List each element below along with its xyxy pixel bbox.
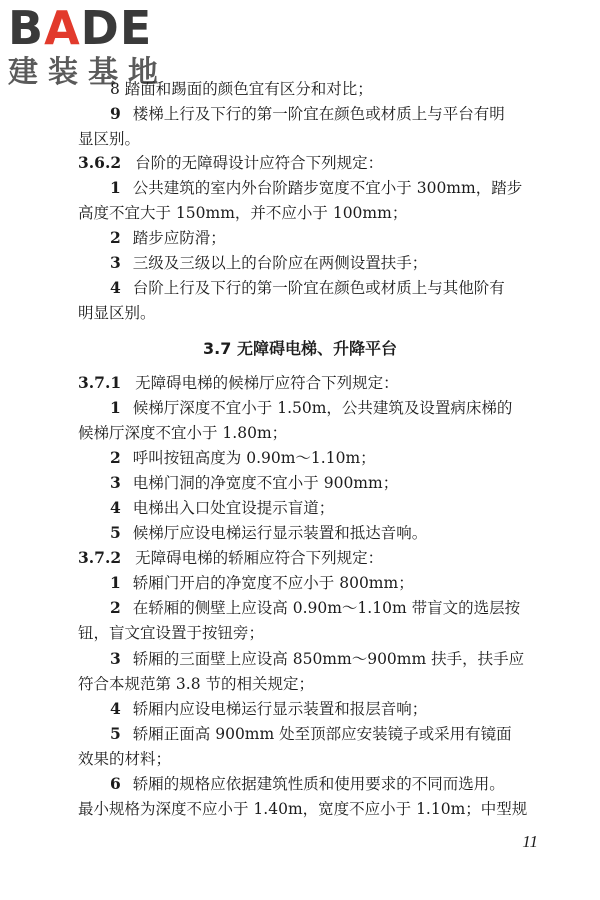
list-item-4: 4 轿厢内应设电梯运行显示装置和报层音响；	[110, 699, 428, 718]
list-item-9-cont: 显区别。	[78, 130, 141, 148]
list-item-1: 1 轿厢门开启的净宽度不应小于 800mm；	[110, 573, 414, 592]
list-item-6: 6 轿厢的规格应依据建筑性质和使用要求的不同而选用。	[110, 774, 505, 793]
page-number: 11	[522, 832, 538, 851]
list-item-1: 1 候梯厅深度不宜小于 1.50m，公共建筑及设置病床梯的	[110, 398, 513, 417]
logo-subtitle: 建装基地	[8, 55, 168, 90]
list-item-2-cont: 钮，盲文宜设置于按钮旁；	[78, 624, 265, 642]
list-item-9: 9 楼梯上行及下行的第一阶宜在颜色或材质上与平台有明	[110, 104, 505, 123]
clause-3-7-2: 3.7.2 无障碍电梯的轿厢应符合下列规定：	[78, 548, 384, 567]
list-item-2: 2 在轿厢的侧壁上应设高 0.90m～1.10m 带盲文的选层按	[110, 598, 521, 617]
list-item-2: 2 踏步应防滑；	[110, 228, 226, 247]
list-item-3: 3 三级及三级以上的台阶应在两侧设置扶手；	[110, 253, 428, 272]
logo-accent-letter: A	[44, 1, 81, 55]
list-item-8: 8 踏面和踢面的颜色宜有区分和对比；	[110, 80, 373, 98]
list-item-4: 4 电梯出入口处宜设提示盲道；	[110, 498, 335, 517]
list-item-5: 5 轿厢正面高 900mm 处至顶部应安装镜子或采用有镜面	[110, 724, 512, 743]
list-item-3-cont: 符合本规范第 3.8 节的相关规定；	[78, 675, 315, 693]
list-item-2: 2 呼叫按钮高度为 0.90m～1.10m；	[110, 448, 376, 467]
list-item-1-cont: 高度不宜大于 150mm，并不应小于 100mm；	[78, 204, 408, 222]
list-item-3: 3 电梯门洞的净宽度不宜小于 900mm；	[110, 473, 399, 492]
list-item-4: 4 台阶上行及下行的第一阶宜在颜色或材质上与其他阶有	[110, 278, 505, 297]
list-item-5: 5 候梯厅应设电梯运行显示装置和抵达音响。	[110, 523, 428, 542]
logo-wordmark: BADE	[8, 1, 153, 55]
list-item-5-cont: 效果的材料；	[78, 750, 172, 768]
list-item-4-cont: 明显区别。	[78, 304, 156, 322]
clause-3-7-1: 3.7.1 无障碍电梯的候梯厅应符合下列规定：	[78, 373, 399, 392]
list-item-1-cont: 候梯厅深度不宜小于 1.80m；	[78, 424, 288, 442]
list-item-1: 1 公共建筑的室内外台阶踏步宽度不宜小于 300mm，踏步	[110, 178, 523, 197]
clause-3-6-2: 3.6.2 台阶的无障碍设计应符合下列规定：	[78, 153, 384, 172]
list-item-6-cont: 最小规格为深度不应小于 1.40m，宽度不应小于 1.10m；中型规	[78, 800, 528, 818]
list-item-3: 3 轿厢的三面壁上应设高 850mm～900mm 扶手，扶手应	[110, 649, 525, 668]
section-title: 3.7 无障碍电梯、升降平台	[203, 339, 397, 358]
